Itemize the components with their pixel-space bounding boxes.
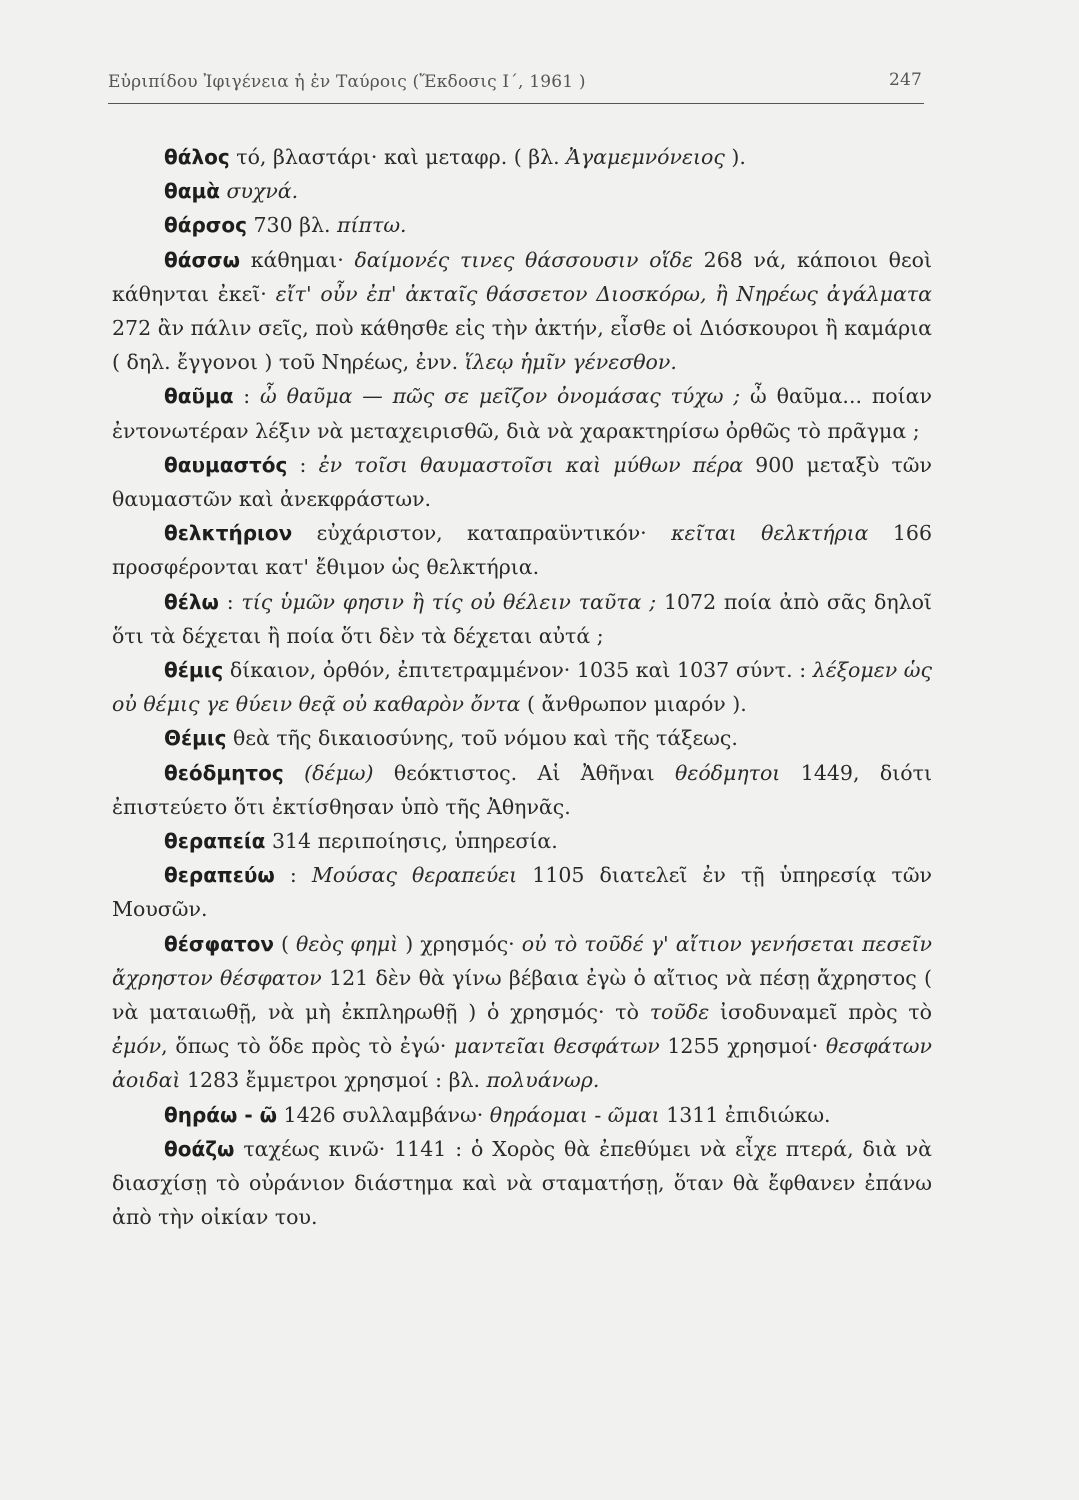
entry-gloss: 1072 ποία ἀπὸ σᾶς δηλοῖ ὅτι τὰ δέχεται ἢ ποία ὅτι δὲν τὰ δέχεται αὐτά ; xyxy=(112,589,932,648)
entry-gloss: : xyxy=(274,863,312,888)
entry-gloss: ) χρησμός· xyxy=(398,931,522,956)
entry-quote: τοῦδε xyxy=(649,1000,710,1025)
entry-gloss: 1311 ἐπιδιώκω. xyxy=(659,1102,831,1127)
glossary-entry xyxy=(112,585,932,653)
entry-quote: πίπτω. xyxy=(337,213,407,238)
entry-gloss: : xyxy=(287,452,319,477)
entry-quote: θεσφάτων ἀοιδαὶ xyxy=(112,1034,932,1093)
entry-gloss: 166 προσφέρονται κατ' ἔθιμον ὡς θελκτήρια. xyxy=(112,521,932,580)
entry-lemma: Θέμις xyxy=(164,726,227,751)
glossary-entry xyxy=(112,858,932,926)
entry-gloss: 272 ἂν πάλιν σεῖς, ποὺ κάθησθε εἰς τὴν ἀκτήν, εἶσθε οἱ Διόσκουροι ἢ καμάρια ( δηλ. ἔγγονοι ) τοῦ Νηρέως, ἐνν. xyxy=(112,316,932,375)
entry-quote: ἐμόν xyxy=(112,1034,162,1059)
entry-quote: θηράομαι - ῶμαι xyxy=(489,1102,660,1127)
entry-gloss: 314 περιποίησις, ὑπηρεσία. xyxy=(265,829,558,854)
entry-lemma: θάσσω xyxy=(164,247,241,272)
entry-quote: θεὸς φημὶ xyxy=(296,931,399,956)
entry-gloss: τό, βλαστάρι· καὶ μεταφρ. ( βλ. xyxy=(229,145,567,169)
entry-quote: συχνά. xyxy=(219,179,299,204)
glossary-entry xyxy=(112,243,932,380)
entry-quote: εἴτ' οὖν ἐπ' ἀκταῖς θάσσετον Διοσκόρω, ἢ Νηρέως ἀγάλματα xyxy=(275,281,932,306)
entry-gloss: 900 μεταξὺ τῶν θαυμαστῶν καὶ ἀνεκφράστων. xyxy=(112,452,932,512)
entry-gloss: ὦ θαῦμα... ποίαν ἐντονωτέραν λέξιν νὰ μεταχειρισθῶ, διὰ νὰ χαρακτηρίσω ὀρθῶς τὸ πρᾶγμα ; xyxy=(112,384,932,443)
glossary-entry xyxy=(112,653,932,721)
entry-quote: ἐν τοῖσι θαυμαστοῖσι καὶ μύθων πέρα xyxy=(318,452,744,477)
entry-gloss: ταχέως κινῶ· 1141 : ὁ Χορὸς θὰ ἐπεθύμει νὰ εἶχε πτερά, διὰ νὰ διασχίσῃ τὸ οὐράνιον διάστημα καὶ νὰ σταματήσῃ, ὅταν θὰ ἔφθανεν ἐπάνω ἀπὸ τὴν οἰκίαν του. xyxy=(112,1136,932,1230)
entry-lemma: θαῦμα xyxy=(164,384,234,409)
entry-gloss: 1255 χρησμοί· xyxy=(659,1034,826,1059)
glossary-entry xyxy=(112,721,932,755)
entry-lemma: θοάζω xyxy=(164,1136,235,1161)
entry-quote: ἵλεῳ ἡμῖν γένεσθον. xyxy=(464,350,677,375)
entry-gloss: 1449, διότι ἐπιστεύετο ὅτι ἐκτίσθησαν ὑπὸ τῆς Ἀθηνᾶς. xyxy=(112,760,932,819)
entry-quote: Μούσας θεραπεύει xyxy=(311,863,518,888)
entry-quote: Ἀγαμεμνόνειος xyxy=(566,145,725,169)
glossary-entry xyxy=(112,379,932,447)
page-number: 247 xyxy=(888,70,922,90)
entry-gloss: 730 βλ. xyxy=(246,213,338,238)
glossary-entry xyxy=(112,1098,932,1132)
entry-gloss: : xyxy=(233,384,261,409)
entry-gloss: 1105 διατελεῖ ἐν τῇ ὑπηρεσίᾳ τῶν Μουσῶν. xyxy=(112,863,933,922)
glossary-entry xyxy=(112,174,932,208)
entry-gloss: 1283 ἔμμετροι χρησμοί : βλ. xyxy=(180,1068,487,1093)
entry-quote: οὐ τὸ τοῦδέ γ' αἴτιον γενήσεται πεσεῖν ἄχρηστον θέσφατον xyxy=(112,931,933,990)
entry-quote: ὦ θαῦμα — πῶς σε μεῖζον ὀνομάσας τύχω ; xyxy=(260,384,741,409)
entry-quote: μαντεῖαι θεσφάτων xyxy=(454,1034,660,1059)
entry-quote: πολυάνωρ. xyxy=(486,1068,600,1093)
entry-gloss: κάθημαι· xyxy=(240,247,355,272)
glossary-entry xyxy=(112,516,932,584)
glossary-entry xyxy=(112,140,932,174)
entry-gloss: 268 νά, κάποιοι θεοὶ κάθηνται ἐκεῖ· xyxy=(112,247,932,306)
entry-lemma: θεραπεύω xyxy=(164,863,275,888)
glossary-entry xyxy=(112,824,932,858)
entry-lemma: θεόδμητος xyxy=(164,760,284,785)
entry-lemma: θέμις xyxy=(164,658,224,683)
glossary-entry xyxy=(112,756,932,824)
entry-gloss: : xyxy=(218,589,242,614)
entry-gloss: εὐχάριστον, καταπραϋντικόν· xyxy=(292,521,672,546)
entry-lemma: θαυμαστός xyxy=(164,452,288,477)
entry-lemma: θέσφατον xyxy=(164,931,274,956)
running-header xyxy=(108,72,924,92)
entry-gloss: , ὅπως τὸ ὅδε πρὸς τὸ ἐγώ· xyxy=(161,1034,455,1059)
entry-gloss: ἰσοδυναμεῖ πρὸς τὸ xyxy=(709,1000,933,1025)
glossary-body xyxy=(112,140,932,1235)
entry-lemma: θηράω - ῶ xyxy=(164,1102,278,1127)
entry-quote: δαίμονές τινες θάσσουσιν οἵδε xyxy=(354,247,693,272)
entry-quote: λέξομεν ὡς οὐ θέμις γε θύειν θεᾷ οὐ καθαρὸν ὄντα xyxy=(112,658,932,717)
entry-gloss: 121 δὲν θὰ γίνω βέβαια ἐγὼ ὁ αἴτιος νὰ πέσῃ ἄχρηστος ( νὰ ματαιωθῇ, νὰ μὴ ἐκπληρωθῇ ) ὁ χρησμός· τὸ xyxy=(112,965,932,1025)
entry-quote: τίς ὑμῶν φησιν ἢ τίς οὐ θέλειν ταῦτα ; xyxy=(241,589,657,614)
entry-lemma: θελκτήριον xyxy=(164,521,293,546)
glossary-entry xyxy=(112,927,932,1098)
entry-lemma: θάλος xyxy=(164,145,230,169)
header-rule xyxy=(108,103,924,104)
entry-quote: (δέμω) xyxy=(283,760,374,785)
entry-gloss: 1426 συλλαμβάνω· xyxy=(277,1102,490,1127)
running-title: Εὐριπίδου Ἰφιγένεια ἡ ἐν Ταύροις (Ἔκδοσις Ι΄, 1961 ) xyxy=(108,72,586,92)
entry-lemma: θάρσος xyxy=(164,213,247,238)
entry-quote: κεῖται θελκτήρια xyxy=(671,521,869,546)
entry-gloss: ( xyxy=(273,931,297,956)
glossary-entry xyxy=(112,208,932,242)
entry-lemma: θέλω xyxy=(164,589,219,614)
entry-gloss: θεὰ τῆς δικαιοσύνης, τοῦ νόμου καὶ τῆς τάξεως. xyxy=(226,726,738,751)
entry-gloss: δίκαιον, ὀρθόν, ἐπιτετραμμένον· 1035 καὶ 1037 σύντ. : xyxy=(223,658,813,683)
entry-gloss: ( ἄνθρωπον μιαρόν ). xyxy=(520,692,747,717)
entry-quote: θεόδμητοι xyxy=(674,760,781,785)
glossary-entry xyxy=(112,448,932,516)
entry-lemma: θεραπεία xyxy=(164,829,266,854)
entry-lemma: θαμὰ xyxy=(164,179,220,204)
entry-gloss: ). xyxy=(724,145,746,169)
entry-gloss: θεόκτιστος. Αἱ Ἀθῆναι xyxy=(373,760,675,785)
glossary-entry xyxy=(112,1132,932,1235)
